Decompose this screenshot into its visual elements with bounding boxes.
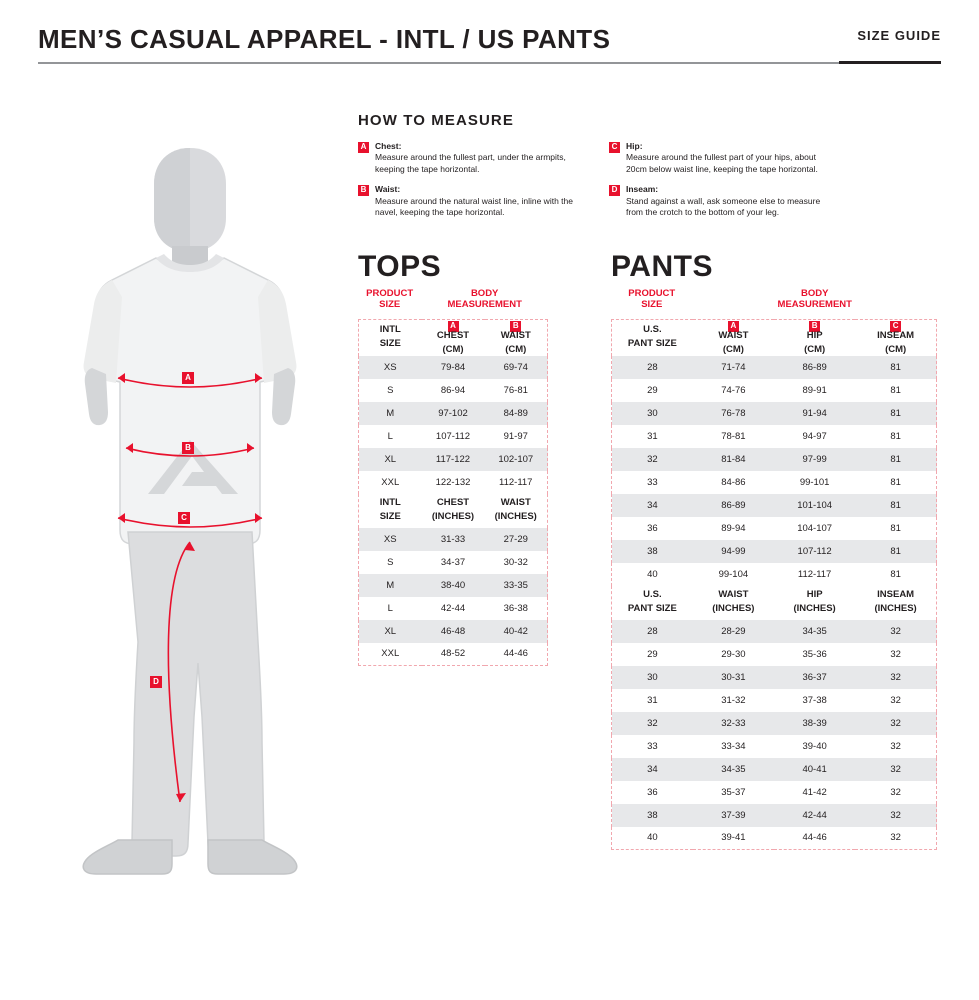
tops-section-title: TOPS <box>358 250 442 283</box>
table-row: S 86-94 76-81 <box>387 384 528 396</box>
how-to-measure-section <box>358 112 938 228</box>
tops-size-table <box>358 319 548 666</box>
measure-desc-inseam: Stand against a wall, ask someone else to measure from the crotch to the bottom of your leg. <box>626 195 821 218</box>
measure-term-chest: Chest: <box>375 141 402 151</box>
badge-c-icon-pants: C <box>890 321 901 332</box>
size-guide-label: SIZE GUIDE <box>857 28 941 43</box>
figure-label-b: B <box>182 442 194 454</box>
table-row: XXL 48-52 44-46 <box>381 648 528 660</box>
pants-in-col-0: U.S. PANT SIZE <box>612 586 693 620</box>
tops-in-col-0: INTL SIZE <box>359 494 422 528</box>
badge-a-icon-pants: A <box>728 321 739 332</box>
table-row: 33 84-86 99-101 81 <box>647 476 901 488</box>
page-title: MEN’S CASUAL APPAREL - INTL / US PANTS <box>38 24 611 54</box>
table-row: 40 99-104 112-117 81 <box>647 568 901 580</box>
table-row: XXL 122-132 112-117 <box>381 476 533 488</box>
mannequin-illustration <box>40 140 340 880</box>
pants-in-col-3: INSEAM (INCHES) <box>855 586 936 620</box>
pants-table-heads <box>611 288 937 319</box>
tops-table-heads <box>358 288 548 319</box>
table-row: XL 117-122 102-107 <box>359 448 548 471</box>
pants-head-body-line2: MEASUREMENT <box>777 299 852 311</box>
table-row: M 38-40 33-35 <box>359 574 548 597</box>
tops-table-block <box>358 288 548 666</box>
measure-desc-hip: Measure around the fullest part of your hips, about 20cm below waist line, keeping the tape horizontal. <box>626 152 818 174</box>
table-row: 28 71-74 86-89 81 <box>612 356 937 379</box>
badge-b-icon-tops: B <box>510 321 521 332</box>
table-row: 34 34-35 40-41 32 <box>612 758 937 781</box>
pants-inches-column-header-row <box>612 586 937 620</box>
figure-label-d: D <box>150 676 162 688</box>
table-row: S 34-37 30-32 <box>387 556 528 568</box>
badge-a-icon: A <box>358 142 369 153</box>
table-row: 30 76-78 91-94 81 <box>612 402 937 425</box>
measure-desc-waist: Measure around the natural waist line, inline with the navel, keeping the tape horizontal. <box>375 195 573 218</box>
table-row: 29 29-30 35-36 32 <box>647 648 901 660</box>
table-row: 36 35-37 41-42 32 <box>647 786 901 798</box>
measure-desc-chest: Measure around the fullest part, under the armpits, keeping the tape horizontal. <box>375 152 566 174</box>
table-row: 31 31-32 37-38 32 <box>647 694 901 706</box>
figure-label-a: A <box>182 372 194 384</box>
pants-head-body-line1: BODY <box>801 288 829 299</box>
tops-head-product-line1: PRODUCT <box>366 288 414 299</box>
tops-in-col-2: WAIST (INCHES) <box>485 494 548 528</box>
table-row: 40 39-41 44-46 32 <box>647 832 901 844</box>
table-row: 31 78-81 94-97 81 <box>647 430 901 442</box>
table-row: M 97-102 84-89 <box>359 402 548 425</box>
pants-size-table <box>611 319 937 850</box>
measure-item-waist <box>358 184 573 218</box>
tops-cm-col-1: A CHEST (CM) <box>422 319 485 355</box>
badge-b-icon-pants: B <box>809 321 820 332</box>
badge-d-icon: D <box>609 185 620 196</box>
how-to-measure-column-left <box>358 141 573 228</box>
tops-inches-column-header-row <box>359 494 548 528</box>
table-row: 38 37-39 42-44 32 <box>612 804 937 827</box>
measure-term-hip: Hip: <box>626 141 643 151</box>
pants-cm-col-3: C INSEAM (CM) <box>855 319 936 355</box>
tops-cm-col-0: INTL SIZE <box>359 319 422 355</box>
tops-cm-column-header-row <box>359 319 548 355</box>
pants-cm-col-0: U.S. PANT SIZE <box>612 319 693 355</box>
pants-in-col-1: WAIST (INCHES) <box>693 586 774 620</box>
table-row: XS 79-84 69-74 <box>359 356 548 379</box>
header-divider <box>38 62 941 64</box>
pants-cm-col-1: A WAIST (CM) <box>693 319 774 355</box>
table-row: 34 86-89 101-104 81 <box>612 494 937 517</box>
table-row: XS 31-33 27-29 <box>359 528 548 551</box>
how-to-measure-title: HOW TO MEASURE <box>358 112 514 129</box>
pants-head-product-line1: PRODUCT <box>628 288 676 299</box>
tops-cm-col-2: B WAIST (CM) <box>485 319 548 355</box>
pants-head-product-line2: SIZE <box>641 299 663 311</box>
measure-term-waist: Waist: <box>375 184 401 195</box>
badge-c-icon: C <box>609 142 620 153</box>
pants-section-title: PANTS <box>611 250 713 283</box>
table-row: L 42-44 36-38 <box>387 602 528 614</box>
table-row: L 107-112 91-97 <box>387 430 528 442</box>
table-row: 38 94-99 107-112 81 <box>612 540 937 563</box>
header-divider-accent <box>839 61 941 64</box>
badge-a-icon-tops: A <box>448 321 459 332</box>
table-row: XL 46-48 40-42 <box>359 620 548 643</box>
tops-head-body-line1: BODY <box>470 288 499 299</box>
table-row: 33 33-34 39-40 32 <box>647 740 901 752</box>
measure-term-inseam: Inseam: <box>626 184 659 195</box>
pants-cm-col-2: B HIP (CM) <box>774 319 855 355</box>
tops-in-col-1: CHEST (INCHES) <box>422 494 485 528</box>
tops-head-product-line2: SIZE <box>379 299 401 311</box>
table-row: 36 89-94 104-107 81 <box>647 522 901 534</box>
badge-b-icon: B <box>358 185 369 196</box>
mannequin-svg <box>40 140 340 880</box>
measure-item-hip <box>609 141 824 175</box>
tops-head-body-line2: MEASUREMENT <box>447 299 522 311</box>
how-to-measure-column-right <box>609 141 824 228</box>
table-row: 29 74-76 89-91 81 <box>647 384 901 396</box>
pants-in-col-2: HIP (INCHES) <box>774 586 855 620</box>
figure-label-c: C <box>178 512 190 524</box>
table-row: 30 30-31 36-37 32 <box>612 666 937 689</box>
pants-cm-column-header-row <box>612 319 937 355</box>
measure-item-chest <box>358 141 573 175</box>
table-row: 28 28-29 34-35 32 <box>612 620 937 643</box>
pants-table-block <box>611 288 937 850</box>
table-row: 32 81-84 97-99 81 <box>612 448 937 471</box>
measure-item-inseam <box>609 184 824 218</box>
table-row: 32 32-33 38-39 32 <box>612 712 937 735</box>
